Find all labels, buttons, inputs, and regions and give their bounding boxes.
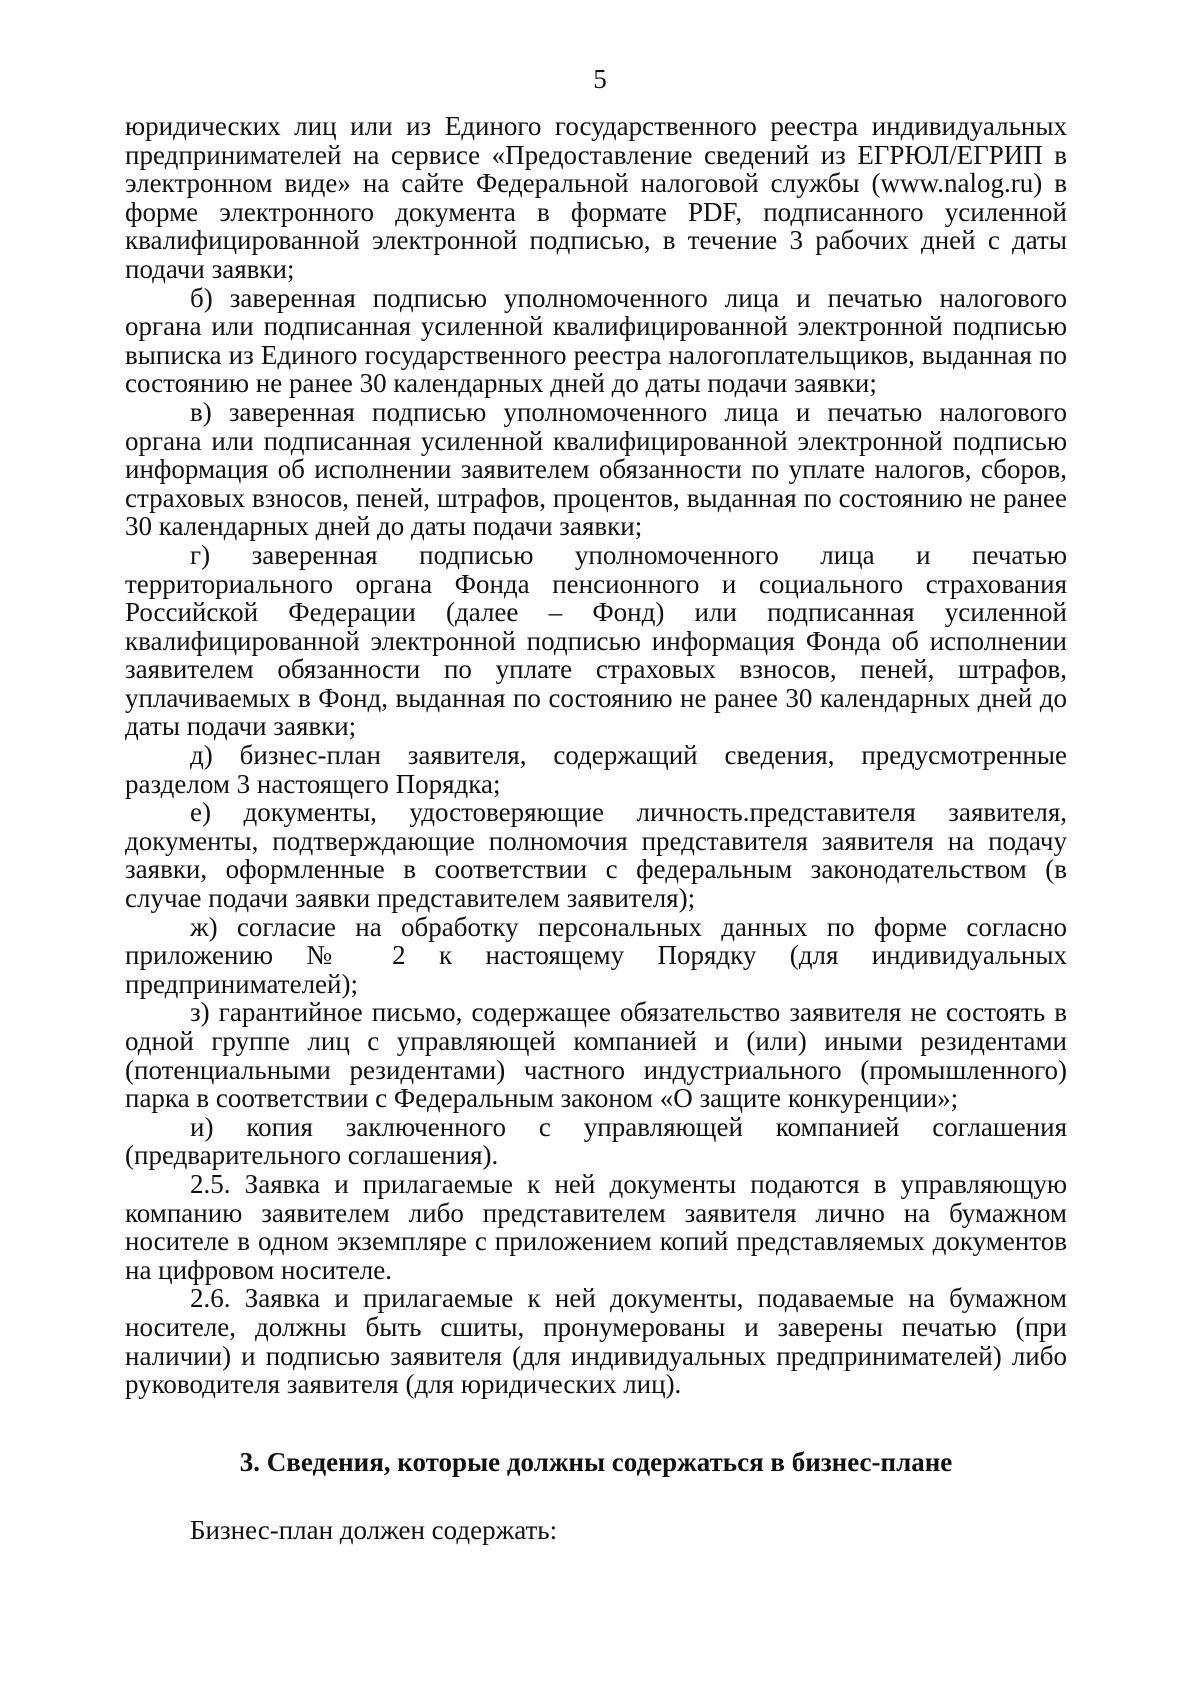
paragraph-item-z: з) гарантийное письмо, содержащее обязательство заявителя не состоять в одной группе лиц с управляющей компанией и (или) иными резидентами (потенциальными резидентами) частного индустриального (промышленного) парка в соответствии с Федеральным законом «О защите конкуренции»; <box>125 997 1067 1114</box>
section-3-lead: Бизнес-план должен содержать: <box>190 1514 558 1545</box>
page-number: 5 <box>593 64 607 94</box>
paragraph-item-zh: ж) согласие на обработку персональных данных по форме согласно приложению № 2 к настоящему Порядку (для индивидуальных предпринимателей); <box>125 911 1067 999</box>
paragraph-item-e: е) документы, удостоверяющие личность.представителя заявителя, документы, подтверждающие полномочия представителя заявителя на подачу заявки, оформленные в соответствии с федеральным законодательством (в случае подачи заявки представителем заявителя); <box>125 797 1067 914</box>
paragraph-item-i: и) копия заключенного с управляющей компанией соглашения (предварительного соглашения). <box>125 1111 1067 1171</box>
paragraph-2-5: 2.5. Заявка и прилагаемые к ней документы подаются в управляющую компанию заявителем либо представителем заявителя лично на бумажном носителе в одном экземпляре с приложением копий представляемых документов на цифровом носителе. <box>125 1168 1067 1285</box>
paragraph-item-b: б) заверенная подписью уполномоченного лица и печатью налогового органа или подписанная усиленной квалифицированной электронной подписью выписка из Единого государственного реестра налогоплательщиков, выданная по состоянию не ранее 30 календарных дней до даты подачи заявки; <box>125 282 1067 399</box>
paragraph-2-6: 2.6. Заявка и прилагаемые к ней документы, подаваемые на бумажном носителе, должны быть сшиты, пронумерованы и заверены печатью (при наличии) и подписью заявителя (для индивидуальных предпринимателей) либо руководителя заявителя (для юридических лиц). <box>125 1283 1067 1400</box>
document-body <box>125 112 1067 1545</box>
paragraph-item-d: д) бизнес-план заявителя, содержащий сведения, предусмотренные разделом 3 настоящего Порядка; <box>125 740 1067 799</box>
paragraph-continuation: юридических лиц или из Единого государственного реестра индивидуальных предпринимателей на сервисе «Предоставление сведений из ЕГРЮЛ/ЕГРИП в электронном виде» на сайте Федеральной налоговой службы (www.nalog.ru) в форме электронного документа в формате PDF, подписанного усиленной квалифицированной электронной подписью, в течение 3 рабочих дней с даты подачи заявки; <box>125 111 1067 284</box>
paragraph-item-g: г) заверенная подписью уполномоченного лица и печатью территориального органа Фонда пенсионного и социального страхования Российской Федерации (далее – Фонд) или подписанная усиленной квалифицированной электронной подписью информация Фонда об исполнении заявителем обязанности по уплате страховых взносов, пеней, штрафов, уплачиваемых в Фонд, выданная по состоянию не ранее 30 календарных дней до даты подачи заявки; <box>125 539 1067 742</box>
section-3-title: 3. Сведения, которые должны содержаться в бизнес-плане <box>239 1446 953 1477</box>
paragraph-item-v: в) заверенная подписью уполномоченного лица и печатью налогового органа или подписанная усиленной квалифицированной электронной подписью информация об исполнении заявителем обязанности по уплате налогов, сборов, страховых взносов, пеней, штрафов, процентов, выданная по состоянию не ранее 30 календарных дней до даты подачи заявки; <box>125 396 1067 542</box>
